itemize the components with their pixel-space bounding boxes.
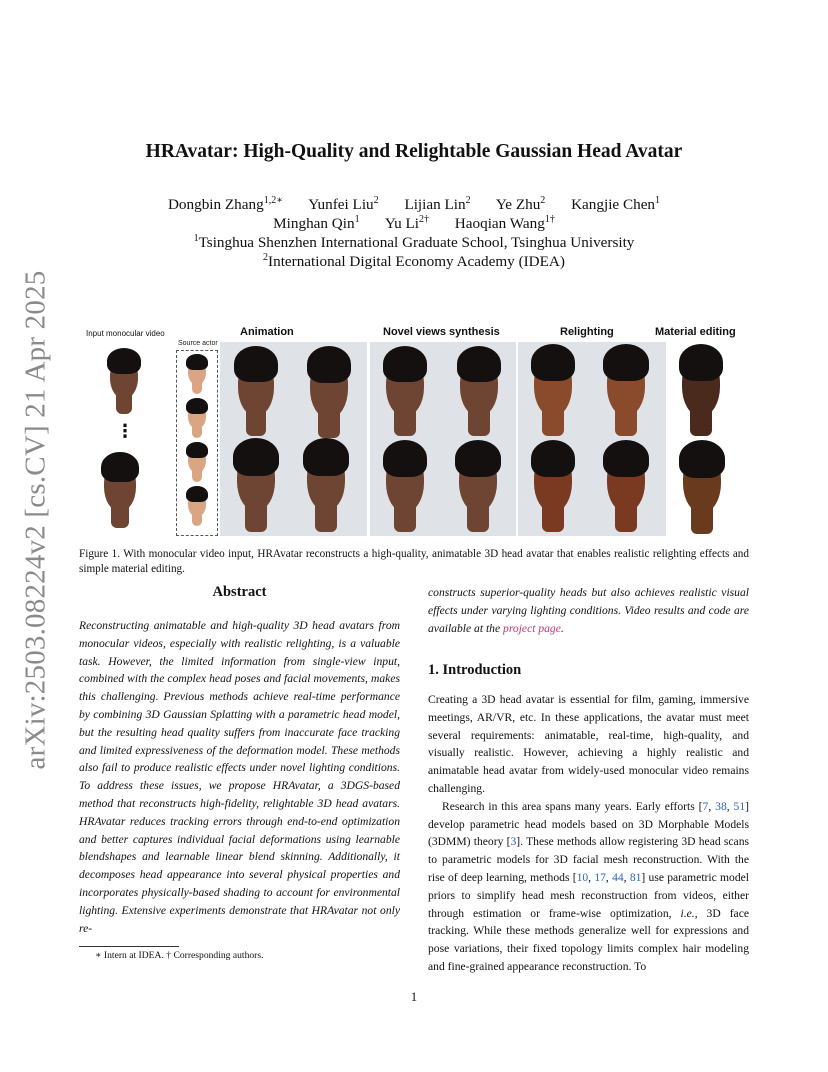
author-name: Haoqian Wang <box>454 215 545 233</box>
author-line-2: Minghan Qin$^1$ Yu $Li^{2\dagger}$ Haoqian Wang$^{1\dagger}$ <box>273 214 555 233</box>
animation-head <box>226 346 286 436</box>
label-animation: Animation <box>240 326 294 338</box>
abstract-continuation: constructs superior-quality heads but also achieves realistic visual effects under varying lighting conditions. Video results and code are available at the project page. <box>428 586 749 635</box>
relit-head <box>522 440 584 532</box>
affiliation-2: $^2$International Digital Economy Academy (IDEA) <box>263 252 565 271</box>
author-name: Ye Zhu <box>495 196 541 214</box>
intro-paragraph-2: Research in this area spans many years. Early efforts [7, 38, 51] develop parametric head models based on 3D Morphable Models (3DMM) theory [3]. These methods allow registering 3D head scans to parametric models for 3D facial mesh reconstruction. With the rise of deep learning, methods [10, 17, 44, 81] use parametric model priors to simplify head mesh reconstruction from videos, either through estimation or frame-wise optimization, i.e., 3D face tracking. While these methods generalize well for expressions and pose variations, their fixed topology limits complex hair modeling and fine-grained appearance reconstruction. To <box>428 799 750 973</box>
footnote: ∗ Intern at IDEA. † Corresponding authors. <box>95 950 264 961</box>
source-actor-head <box>182 442 212 482</box>
page-number: 1 <box>410 990 418 1004</box>
material-edited-head <box>670 440 734 534</box>
affiliation-1: $^1$Tsinghua Shenzhen International Graduate School, Tsinghua University <box>193 233 635 252</box>
label-material-editing: Material editing <box>655 326 736 338</box>
abstract-body: Reconstructing animatable and high-quality 3D head avatars from monocular videos, especially with realistic relighting, is a valuable task. However, the limited information from single-view input, combined with the complex head poses and facial movements, makes this challenging. Previous methods achieve real-time performance by combining 3D Gaussian Splatting with a parametric head model, but the resulting head quality suffers from inaccurate face tracking and limited expressiveness of the deformation model. These methods also fail to produce realistic effects under novel lighting conditions. To address these issues, we propose HRAvatar, a 3DGS-based method that reconstructs high-fidelity, relightable 3D head avatars. HRAvatar reduces tracking errors through end-to-end optimization and better captures individual facial deformations using learnable blendshapes and learnable linear blend skinning. Additionally, it decomposes head appearance into several physical properties and incorporates physically-based shading to account for environmental lighting. Extensive experiments demonstrate that HRAvatar not only re- <box>79 619 400 935</box>
relit-head <box>594 440 658 532</box>
animation-head <box>298 346 360 438</box>
novel-view-head <box>446 440 510 532</box>
material-edited-head <box>670 344 732 436</box>
project-page-link[interactable]: project page <box>503 621 561 635</box>
author-name: Kangjie Chen <box>571 196 656 214</box>
citation-link[interactable]: 3 <box>510 835 517 849</box>
source-actor-head <box>182 354 212 394</box>
relit-head <box>594 344 658 436</box>
citation-link[interactable]: 51 <box>733 799 746 813</box>
paper-title: HRAvatar: High-Quality and Relightable Gaussian Head Avatar <box>145 141 683 162</box>
label-novel-views: Novel views synthesis <box>383 326 500 338</box>
author-name: Minghan Qin <box>273 215 355 233</box>
label-source-actor: Source actor <box>178 340 218 347</box>
relit-head <box>522 344 584 436</box>
author-name: Yunfei Liu <box>308 196 374 214</box>
arxiv-identifier: arXiv:2503.08224v2 [cs.CV] 21 Apr 2025 <box>19 270 52 770</box>
input-frame-head <box>100 348 148 414</box>
animation-head <box>294 438 358 532</box>
citation-link[interactable]: 17 <box>594 870 606 884</box>
introduction-heading: 1. Introduction <box>428 662 522 678</box>
footnote-divider <box>79 946 179 947</box>
teaser-figure <box>86 324 742 540</box>
author-name: Dongbin Zhang <box>167 196 264 214</box>
citation-link[interactable]: 38 <box>715 799 727 813</box>
label-input-video: Input monocular video <box>86 329 165 338</box>
citation-link[interactable]: 44 <box>612 870 624 884</box>
citation-link[interactable]: 10 <box>576 870 589 884</box>
author-name: Lijian Lin <box>404 196 466 214</box>
label-relighting: Relighting <box>560 326 614 338</box>
figure-caption: Figure 1. With monocular video input, HRAvatar reconstructs a high-quality, animatable 3D head avatar that enables realistic relighting effects and simple material editing. <box>79 548 749 575</box>
abstract-heading: Abstract <box>212 584 267 600</box>
source-actor-head <box>182 486 212 526</box>
source-actor-head <box>182 398 212 438</box>
animation-head <box>224 438 288 532</box>
author-name: Yu Li <box>384 215 419 233</box>
novel-view-head <box>374 440 436 532</box>
vertical-ellipsis-icon: ⋮ <box>116 421 134 441</box>
citation-link[interactable]: 7 <box>702 799 709 813</box>
novel-view-head <box>448 346 510 436</box>
citation-link[interactable]: 81 <box>629 870 642 884</box>
intro-paragraph-1: Creating a 3D head avatar is essential for film, gaming, immersive meetings, AR/VR, etc. In these applications, the avatar must meet several requirements: animatable, real-time, high-quality, and visually realistic. However, achieving a highly realistic and animatable head avatar from widely-used monocular video remains challenging. <box>428 693 749 795</box>
introduction-body <box>428 691 749 976</box>
novel-view-head <box>374 346 436 436</box>
input-frame-head <box>94 452 146 528</box>
author-line-1: Dongbin Zhang$^{1,2∗}$ Yunfei Liu$^2$ Lijian Lin$^2$ Ye Zhu$^2$ Kangjie Chen$^1$ <box>167 195 661 214</box>
